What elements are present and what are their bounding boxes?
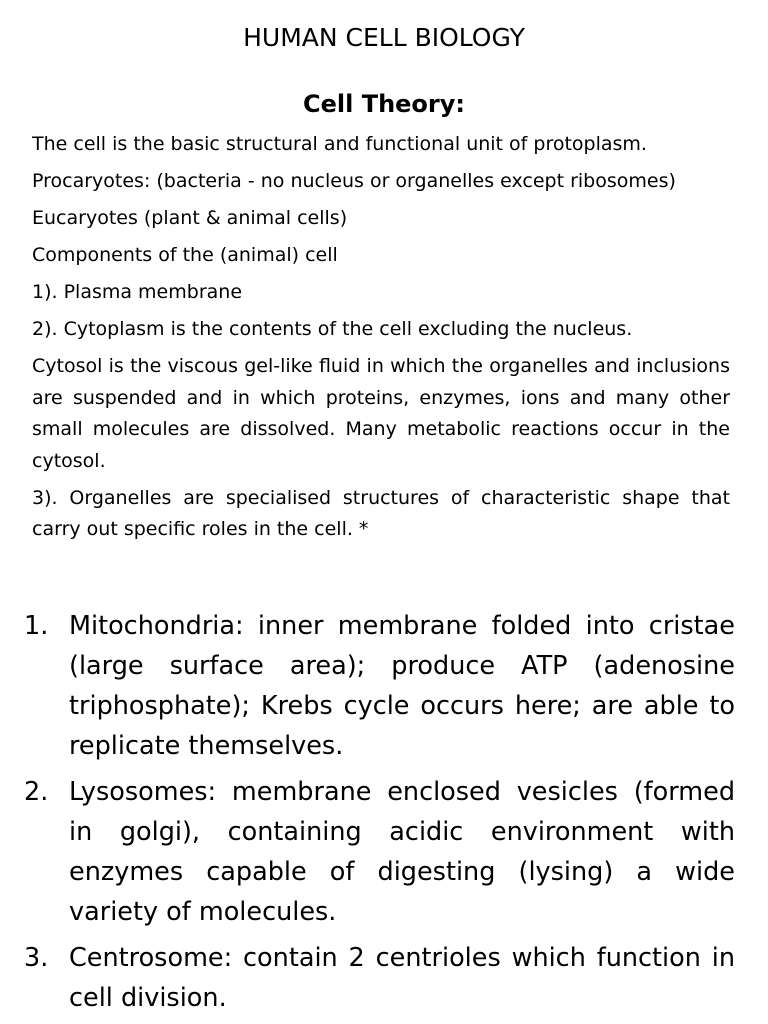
intro-paragraph: 2). Cytoplasm is the contents of the cell excluding the nucleus. [32, 318, 633, 340]
intro-paragraph: Cytosol is the viscous gel-like fluid in which the organelles and inclusions are suspended and in which proteins, enzymes, ions and many other small molecules are dissolved. Many metabolic reactions occur in the cytosol. [32, 355, 730, 472]
list-item [24, 606, 735, 766]
list-item-number: 1. [24, 611, 49, 641]
list-item [24, 772, 735, 932]
intro-paragraph: 3). Organelles are specialised structures of characteristic shape that carry out specific roles in the cell. * [32, 486, 730, 540]
list-item [24, 938, 735, 1018]
document-title: HUMAN CELL BIOLOGY [243, 23, 525, 52]
list-item-text: Lysosomes: membrane enclosed vesicles (formed in golgi), containing acidic environment with enzymes capable of digesting (lysing) a wide variety of molecules. [69, 777, 735, 927]
organelle-list [24, 606, 735, 1024]
intro-paragraph: The cell is the basic structural and functional unit of protoplasm. [32, 133, 647, 155]
intro-paragraph: 1). Plasma membrane [32, 281, 243, 303]
list-item-text: Centrosome: contain 2 centrioles which function in cell division. [69, 943, 735, 1013]
list-item-number: 2. [24, 777, 49, 807]
intro-paragraph: Procaryotes: (bacteria - no nucleus or organelles except ribosomes) [32, 170, 676, 192]
list-item-text: Mitochondria: inner membrane folded into cristae (large surface area); produce ATP (adenosine triphosphate); Krebs cycle occurs here; are able to replicate themselves. [69, 611, 735, 761]
intro-paragraph: Eucaryotes (plant & animal cells) [32, 207, 348, 229]
intro-section [32, 129, 730, 551]
intro-paragraph: Components of the (animal) cell [32, 244, 338, 266]
list-item-number: 3. [24, 943, 49, 973]
section-title: Cell Theory: [303, 90, 465, 118]
